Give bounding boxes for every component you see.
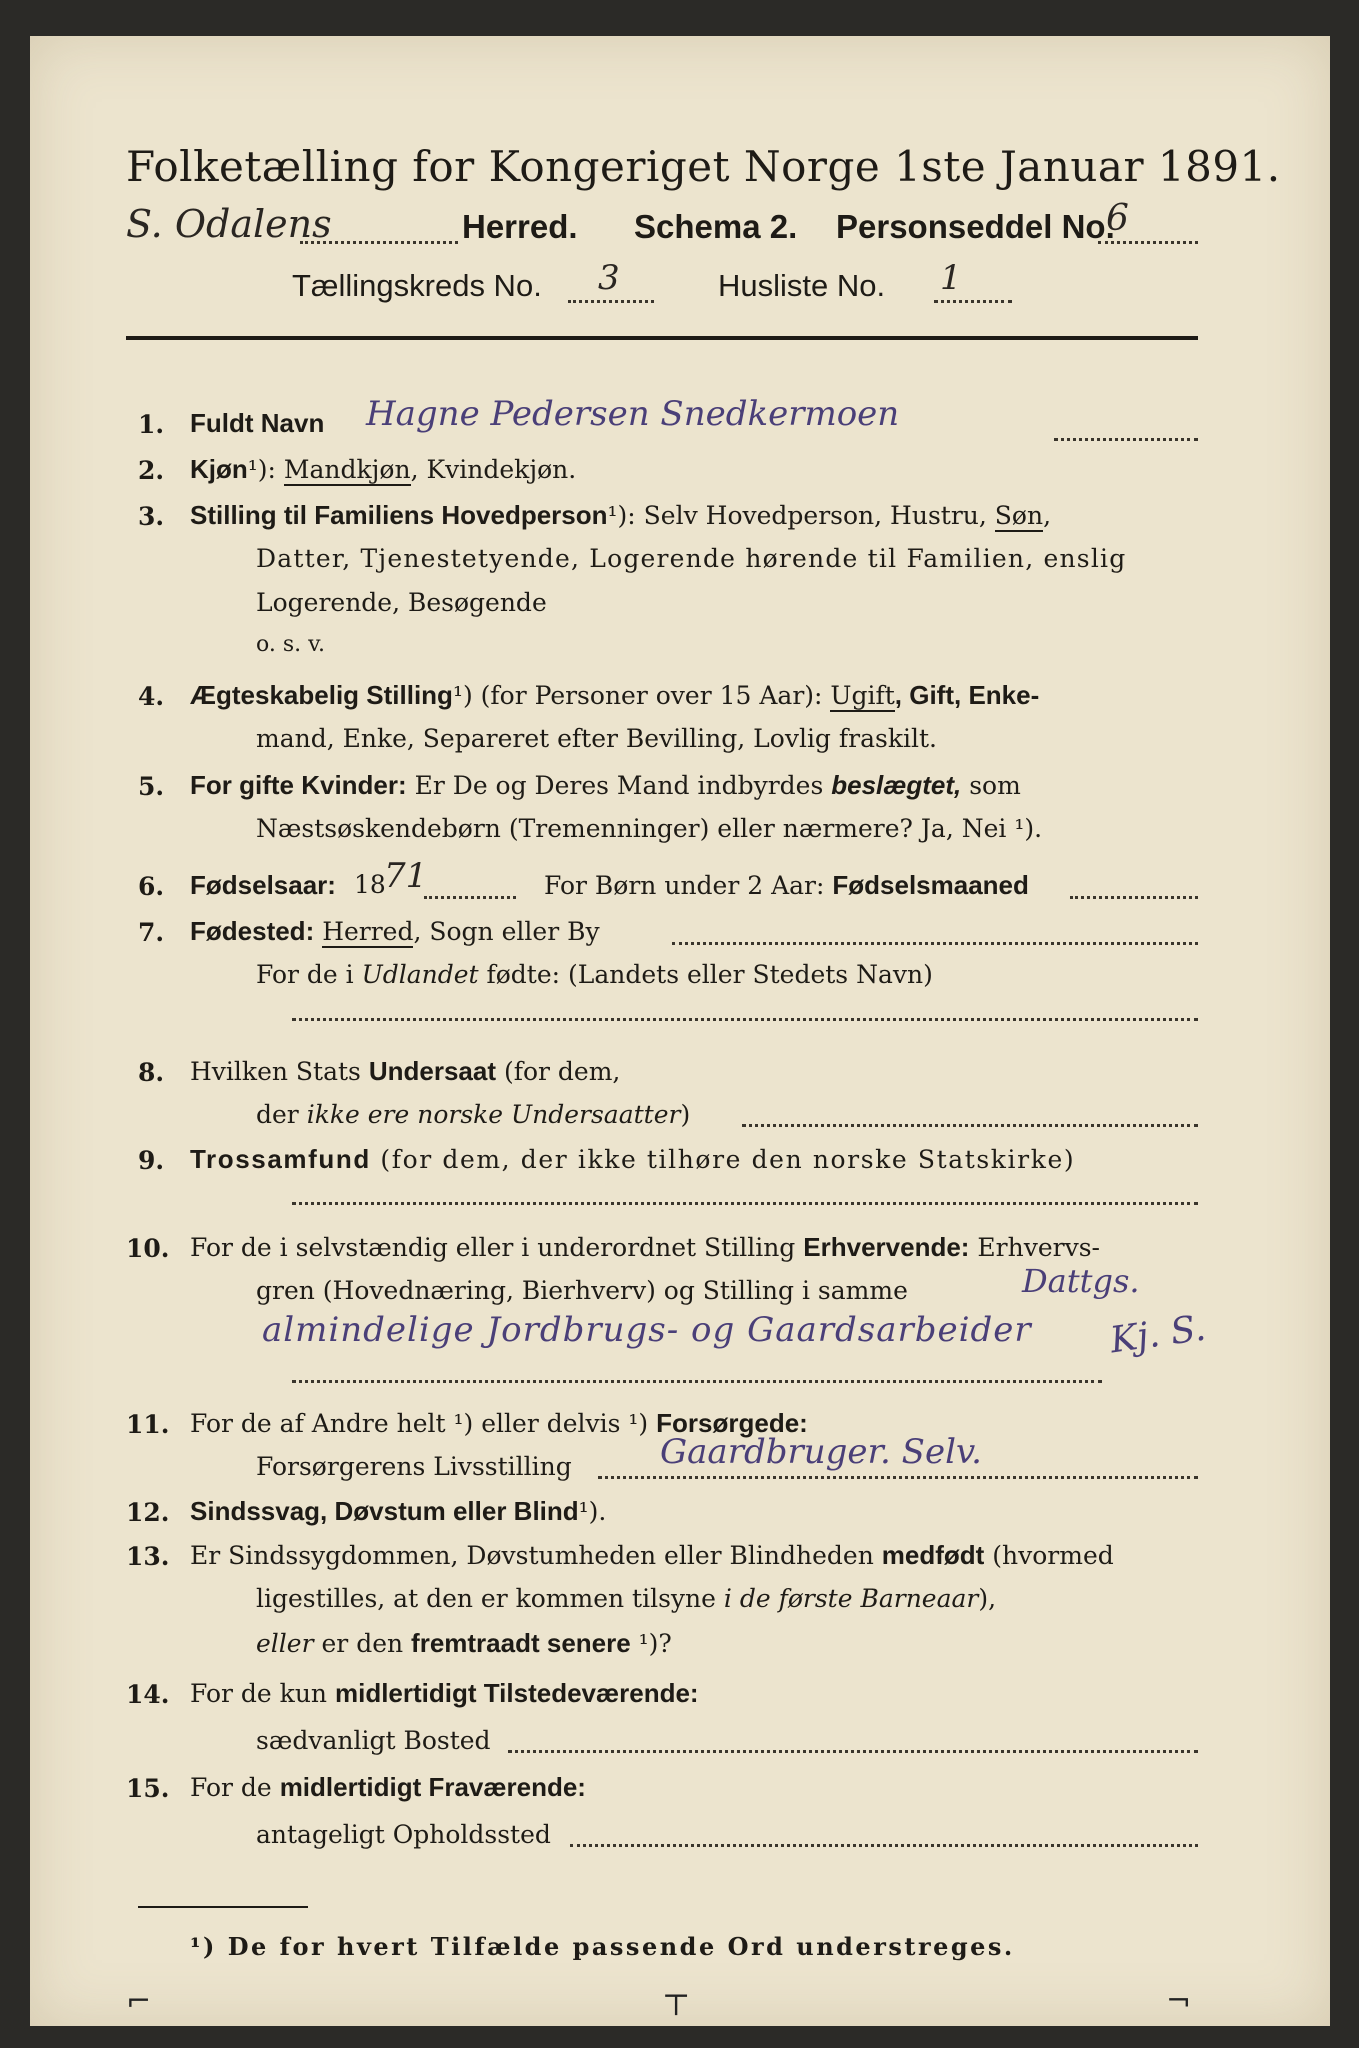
q11-line1-text: For de af Andre helt ¹) eller delvis ¹) (190, 1409, 649, 1438)
q3-option-son: Søn (994, 501, 1044, 530)
q10-line1-b: Erhvervs- (977, 1233, 1100, 1262)
q10-handwritten-1: Dattgs. (1022, 1262, 1140, 1300)
dotted-leader (300, 241, 458, 244)
q10-handwritten-3: Kj. S. (1107, 1307, 1209, 1362)
q13-line3-a: er den (321, 1629, 404, 1658)
q3-number: 3. (138, 502, 165, 531)
q6-year-handwritten: 71 (384, 856, 428, 896)
q2-option-mandkjon: Mandkjøn (283, 455, 411, 484)
q4-gift-enke: , Gift, Enke- (894, 680, 1040, 710)
q8-line1-a: Hvilken Stats (190, 1057, 361, 1086)
q2-sup: ¹): (247, 455, 276, 484)
schema-label: Schema 2. (634, 208, 798, 245)
q7-line2-italic: Udlandet (361, 960, 479, 989)
q13-line3 (256, 1628, 672, 1659)
dotted-leader (292, 1018, 1198, 1021)
header-rule (126, 336, 1198, 340)
form-title: Folketælling for Kongeriget Norge 1ste Januar 1891. (126, 142, 1281, 191)
q14-line2: sædvanligt Bosted (256, 1726, 491, 1755)
q4-label: Ægteskabelig Stilling (190, 680, 453, 710)
q5-line1-italic: beslægtet, (831, 770, 962, 800)
dotted-leader (568, 300, 654, 303)
dotted-leader (1054, 438, 1198, 441)
q2-rest: , Kvindekjøn. (410, 455, 577, 484)
q9-number: 9. (138, 1146, 165, 1175)
q10-line2: gren (Hovednæring, Bierhverv) og Stilling i samme (256, 1276, 908, 1305)
q10-line1-a: For de i selvstændig eller i underordnet Stilling (190, 1233, 796, 1262)
q5-line1-text: Er De og Deres Mand indbyrdes (414, 771, 824, 800)
q15-line1-a: For de (190, 1773, 272, 1802)
footnote-rule (138, 1906, 308, 1908)
personseddel-number: 6 (1106, 198, 1129, 239)
q15-line2: antageligt Opholdssted (256, 1820, 551, 1849)
q8-line1-bold: Undersaat (368, 1056, 496, 1086)
registration-mark-right-icon: ¬ (1166, 1984, 1192, 2019)
q4-line1-text: ¹) (for Personer over 15 Aar): (452, 681, 823, 710)
q2-label: Kjøn (190, 454, 248, 484)
q13-line1 (190, 1540, 1114, 1571)
dotted-leader (672, 942, 1198, 945)
q7-label: Fødested: (190, 916, 315, 946)
q8-line2-italic: ikke ere norske Undersaatter (306, 1100, 681, 1129)
q6-number: 6. (138, 872, 165, 901)
q7-rest: , Sogn eller By (413, 917, 600, 946)
q5-line2: Næstsøskendebørn (Tremenninger) eller nærmere? Ja, Nei ¹). (256, 814, 1043, 843)
q3-line3: Logerende, Besøgende (256, 588, 547, 617)
q1-number: 1. (138, 410, 165, 439)
q6-rest (544, 870, 1029, 901)
q11-line1-bold: Forsørgede: (656, 1408, 808, 1438)
q3-line2: Datter, Tjenestetyende, Logerende hørende til Familien, enslig (256, 544, 1127, 573)
q11-handwritten: Gaardbruger. Selv. (660, 1432, 982, 1472)
q8-number: 8. (138, 1058, 165, 1087)
q6-label: Fødselsaar: (190, 870, 336, 900)
q11-number: 11. (126, 1410, 170, 1439)
q9-line (190, 1144, 1075, 1175)
q9-rest: (for dem, der ikke tilhøre den norske Statskirke) (380, 1145, 1076, 1174)
q13-number: 13. (126, 1542, 170, 1571)
husliste-number: 1 (940, 258, 962, 298)
q7-line1 (190, 916, 600, 947)
q5-number: 5. (138, 772, 165, 801)
q5-line1-end: som (969, 771, 1021, 800)
q12-number: 12. (126, 1498, 170, 1527)
q14-line1 (190, 1678, 699, 1709)
q4-number: 4. (138, 682, 165, 711)
census-form-sheet (30, 36, 1330, 2026)
registration-mark-center-icon: ⊤ (662, 1988, 691, 2023)
q11-line2: Forsørgerens Livsstilling (256, 1452, 572, 1481)
q1-label: Fuldt Navn (190, 408, 325, 438)
kreds-number: 3 (598, 258, 620, 298)
q12-rest: ¹). (578, 1497, 607, 1526)
q10-number: 10. (126, 1234, 170, 1263)
q4-option-ugift: Ugift (830, 681, 895, 710)
dotted-leader (424, 896, 516, 899)
personseddel-label: Personseddel No. (836, 208, 1115, 245)
q8-line1 (190, 1056, 620, 1087)
q3-label: Stilling til Familiens Hovedperson (190, 500, 608, 530)
dotted-leader (934, 300, 1012, 303)
kreds-label: Tællingskreds No. (292, 268, 542, 303)
municipality-handwritten: S. Odalens (126, 202, 332, 246)
q2-line (190, 454, 576, 485)
q7-option-herred: Herred (322, 917, 414, 946)
q10-handwritten-2: almindelige Jordbrugs- og Gaardsarbeider (262, 1310, 1032, 1350)
q6-year-prefix: 18 (354, 870, 386, 899)
q6-rest-bold: Fødselsmaaned (832, 870, 1029, 900)
husliste-label: Husliste No. (718, 268, 886, 303)
q13-line1-a: Er Sindssygdommen, Døvstumheden eller Blindheden (190, 1541, 874, 1570)
q13-line3-bold: fremtraadt senere (411, 1628, 631, 1658)
q10-line1-bold: Erhvervende: (803, 1232, 970, 1262)
dotted-leader (598, 1476, 1198, 1479)
dotted-leader (570, 1844, 1198, 1847)
q6-rest-text: For Børn under 2 Aar: (544, 871, 825, 900)
q2-number: 2. (138, 456, 165, 485)
q3-line1: Stilling til Familiens Hovedperson¹): Selv Hovedperson, Hustru, Søn, (190, 500, 1052, 530)
q13-line1-bold: medfødt (881, 1540, 985, 1570)
q1-name-handwritten: Hagne Pedersen Snedkermoen (366, 394, 900, 434)
q13-line3-b: ¹)? (638, 1629, 672, 1658)
q7-number: 7. (138, 918, 165, 947)
q3-line1-text: ¹): Selv Hovedperson, Hustru, (607, 501, 987, 530)
q13-line2-a: ligestilles, at den er kommen tilsyne (256, 1584, 716, 1613)
dotted-leader (1070, 896, 1198, 899)
q13-line3-italic: eller (256, 1629, 314, 1658)
dotted-leader (742, 1124, 1198, 1127)
q8-line2-b: ) (680, 1100, 691, 1129)
q4-line1 (190, 680, 1039, 711)
q10-line1 (190, 1232, 1100, 1263)
dotted-leader (508, 1750, 1198, 1753)
q8-line1-b: (for dem, (503, 1057, 621, 1086)
q5-line1 (190, 770, 1021, 801)
dotted-leader (292, 1202, 1198, 1205)
dotted-leader (1098, 241, 1198, 244)
q7-line2-a: For de i (256, 960, 354, 989)
q7-line2-b: fødte: (Landets eller Stedets Navn) (486, 960, 933, 989)
q9-label: Trossamfund (190, 1144, 371, 1174)
q15-line1 (190, 1772, 586, 1803)
q14-line1-bold: midlertidigt Tilstedeværende: (334, 1678, 699, 1708)
registration-mark-left-icon: ⌐ (126, 1984, 152, 2019)
q13-line2 (256, 1584, 996, 1613)
q13-line1-b: (hvormed (992, 1541, 1114, 1570)
q13-line2-italic: i de første Barneaar (723, 1584, 979, 1613)
q15-number: 15. (126, 1774, 170, 1803)
dotted-leader (292, 1380, 1102, 1383)
q12-line (190, 1496, 606, 1527)
herred-label: Herred. (462, 208, 578, 245)
q15-line1-bold: midlertidigt Fraværende: (279, 1772, 586, 1802)
footnote: ¹) De for hvert Tilfælde passende Ord understreges. (190, 1932, 1015, 1961)
q14-line1-a: For de kun (190, 1679, 328, 1708)
q13-line2-b: ), (978, 1584, 997, 1613)
q12-label: Sindssvag, Døvstum eller Blind (190, 1496, 579, 1526)
q8-line2-a: der (256, 1100, 299, 1129)
q5-label: For gifte Kvinder: (190, 770, 407, 800)
q7-line2 (256, 960, 933, 989)
q8-line2 (256, 1100, 690, 1129)
q14-number: 14. (126, 1680, 170, 1709)
q3-line4: o. s. v. (256, 632, 325, 657)
q4-line2: mand, Enke, Separeret efter Bevilling, Lovlig fraskilt. (256, 724, 937, 753)
